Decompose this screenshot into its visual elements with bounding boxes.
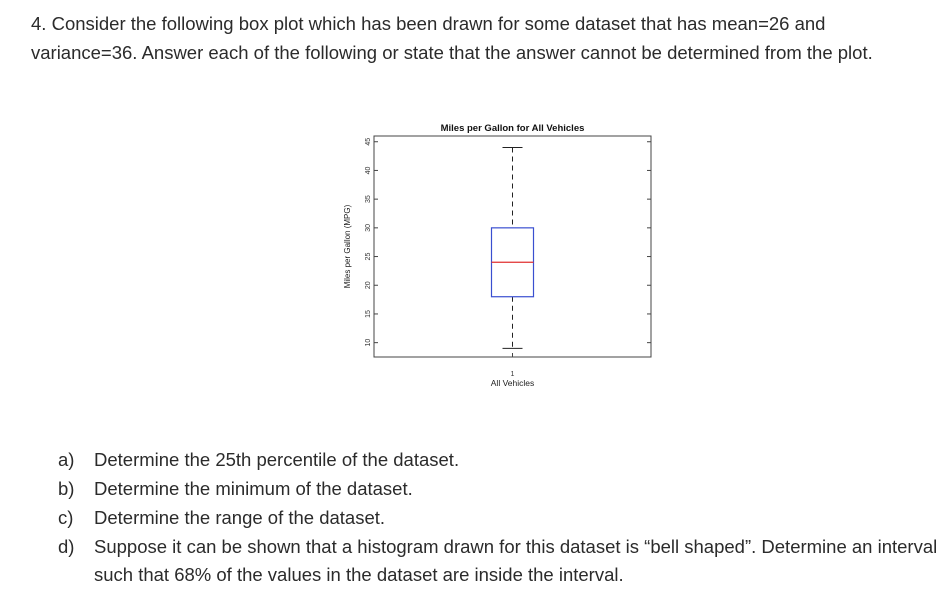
chart-title: Miles per Gallon for All Vehicles	[440, 123, 585, 134]
y-tick-label: 10	[365, 338, 372, 347]
part-a-marker: a)	[58, 449, 75, 470]
x-axis-label: All Vehicles	[490, 378, 535, 388]
part-a-text: Determine the 25th percentile of the dataset.	[94, 449, 460, 470]
part-c-text: Determine the range of the dataset.	[94, 507, 386, 528]
y-tick-label: 35	[365, 195, 372, 204]
part-b	[58, 475, 938, 503]
question-number: 4.	[31, 13, 47, 34]
question-parts-list	[58, 446, 938, 590]
part-c	[58, 504, 938, 532]
part-c-marker: c)	[58, 507, 74, 528]
y-tick-label: 15	[365, 310, 372, 318]
y-tick-label: 30	[365, 223, 372, 232]
y-tick-label: 20	[365, 281, 372, 290]
question-line-1: Consider the following box plot which has been drawn for some dataset that has mean=26 and	[51, 13, 826, 34]
part-b-text: Determine the minimum of the dataset.	[94, 478, 413, 499]
part-d	[58, 533, 938, 589]
question-text	[31, 9, 931, 67]
x-tick-label: 1	[510, 371, 515, 378]
part-a	[58, 446, 938, 474]
y-tick-label: 25	[365, 252, 372, 261]
box-plot-figure	[300, 115, 670, 395]
box-plot-svg	[300, 115, 670, 395]
y-tick-label: 45	[365, 137, 372, 146]
y-tick-label: 40	[365, 166, 372, 175]
part-d-marker: d)	[58, 536, 75, 557]
question-line-2: variance=36. Answer each of the following or state that the answer cannot be determined from the plot.	[31, 42, 873, 63]
y-axis-label: Miles per Gallon (MPG)	[343, 204, 352, 289]
part-d-text: Suppose it can be shown that a histogram drawn for this dataset is “bell shaped”. Determine an interval such that 68% of the values in the dataset are inside the interval.	[94, 536, 938, 585]
part-b-marker: b)	[58, 478, 75, 499]
